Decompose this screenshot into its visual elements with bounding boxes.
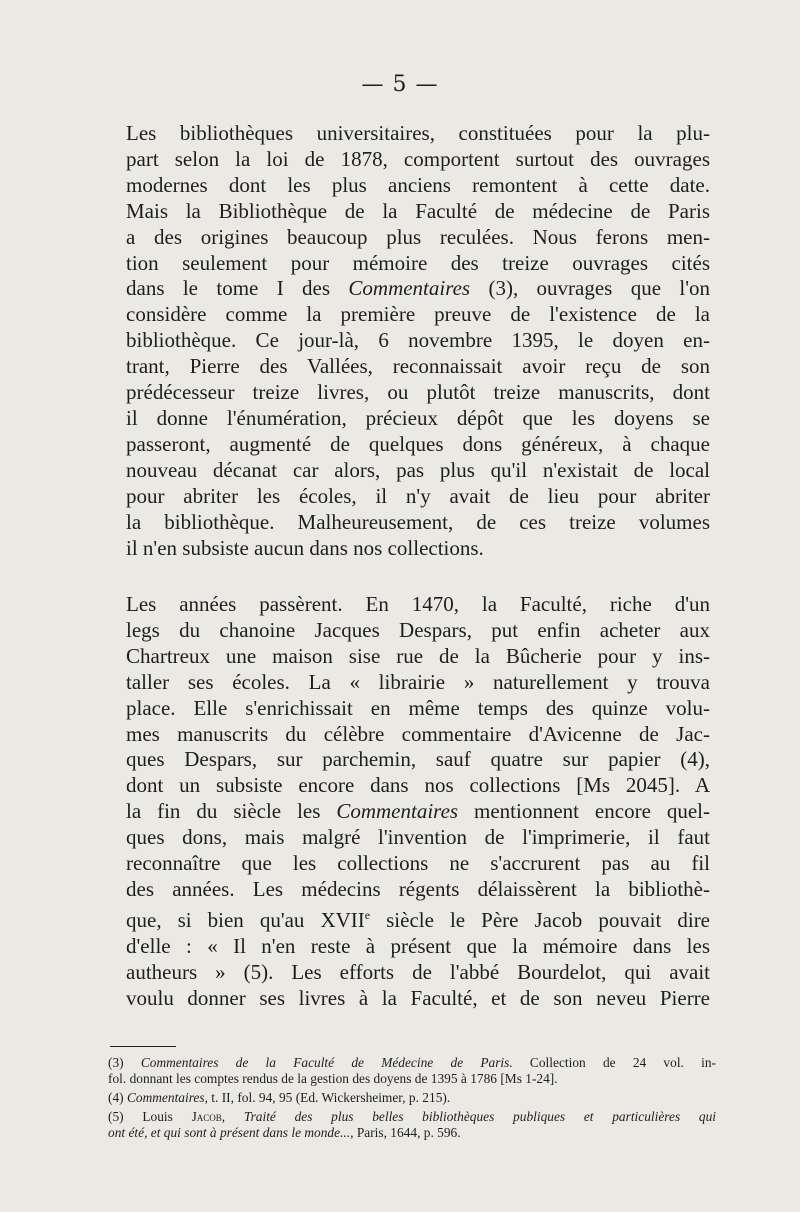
- footnote-separator: [110, 1046, 176, 1047]
- text-line: considère comme la première preuve de l'existence de la: [126, 302, 710, 327]
- text-line: place. Elle s'enrichissait en même temps des quinze volu-: [126, 695, 710, 720]
- text-line: il n'en subsiste aucun dans nos collections.: [126, 535, 484, 560]
- text-line: pour abriter les écoles, il n'y avait de lieu pour abriter: [126, 483, 710, 508]
- text-line: mes manuscrits du célèbre commentaire d'Avicenne de Jac-: [126, 721, 710, 746]
- text-line: voulu donner ses livres à la Faculté, et de son neveu Pierre: [126, 985, 710, 1010]
- text-line: nouveau décanat car alors, pas plus qu'il n'existait de local: [126, 457, 710, 482]
- page-number: — 5 —: [361, 72, 439, 97]
- text-line: Chartreux une maison sise rue de la Bûcherie pour y ins-: [126, 643, 710, 668]
- text-line: modernes dont les plus anciens remontent à cette date.: [126, 172, 710, 197]
- text-line: ques Despars, sur parchemin, sauf quatre sur papier (4),: [126, 747, 710, 772]
- footnote-4: (4) Commentaires, t. II, fol. 94, 95 (Ed. Wickersheimer, p. 215).: [108, 1090, 451, 1105]
- text-line: il donne l'énumération, précieux dépôt que les doyens se: [126, 405, 710, 430]
- text-line: passeront, augmenté de quelques dons généreux, à chaque: [126, 431, 710, 456]
- text-line: bibliothèque. Ce jour-là, 6 novembre 1395, le doyen en-: [126, 328, 710, 353]
- text-line: taller ses écoles. La « librairie » naturellement y trouva: [126, 669, 710, 694]
- text-line-with-superscript: que, si bien qu'au XVIIe siècle le Père Jacob pouvait dire: [126, 907, 711, 932]
- text-line-with-italic: la fin du siècle les Commentaires mentionnent encore quel-: [126, 799, 710, 824]
- paragraph-1: [104, 121, 710, 561]
- text-line: Les années passèrent. En 1470, la Faculté, riche d'un: [126, 592, 710, 616]
- text-line: a des origines beaucoup plus reculées. Nous ferons men-: [126, 224, 710, 249]
- text-line: d'elle : « Il n'en reste à présent que la mémoire dans les: [126, 933, 710, 958]
- text-line: tion seulement pour mémoire des treize ouvrages cités: [126, 250, 710, 275]
- footnotes: [104, 1055, 716, 1144]
- text-line: reconnaître que les collections ne s'accrurent pas au fil: [126, 851, 710, 876]
- footnote-5: (5) Louis Jacob, Traité des plus belles bibliothèques publiques et particulières qui ont été, et qui sont à présent dans le monde..., Paris, 1644, p. 596.: [108, 1109, 717, 1140]
- text-line: prédécesseur treize livres, ou plutôt treize manuscrits, dont: [126, 380, 710, 405]
- text-line: Les bibliothèques universitaires, constituées pour la plu-: [126, 121, 710, 145]
- text-line: part selon la loi de 1878, comportent surtout des ouvrages: [126, 146, 710, 171]
- text-line: trant, Pierre des Vallées, reconnaissait avoir reçu de son: [126, 354, 710, 379]
- text-line-with-italic: dans le tome I des Commentaires (3), ouvrages que l'on: [126, 276, 711, 301]
- text-line: autheurs » (5). Les efforts de l'abbé Bourdelot, qui avait: [126, 959, 710, 984]
- text-line: dont un subsiste encore dans nos collections [Ms 2045]. A: [126, 773, 710, 798]
- text-line: ques dons, mais malgré l'invention de l'imprimerie, il faut: [126, 825, 710, 850]
- text-line: legs du chanoine Jacques Despars, put enfin acheter aux: [126, 617, 710, 642]
- text-line: la bibliothèque. Malheureusement, de ces treize volumes: [126, 509, 710, 534]
- text-line: des années. Les médecins régents délaissèrent la bibliothè-: [126, 876, 710, 901]
- text-line: Mais la Bibliothèque de la Faculté de médecine de Paris: [126, 198, 710, 223]
- paragraph-2: [104, 592, 710, 1012]
- footnote-3: (3) Commentaires de la Faculté de Médecine de Paris. Collection de 24 vol. in- fol. donnant les comptes rendus de la gestion des doyens de 1395 à 1786 [Ms 1-24].: [108, 1055, 716, 1086]
